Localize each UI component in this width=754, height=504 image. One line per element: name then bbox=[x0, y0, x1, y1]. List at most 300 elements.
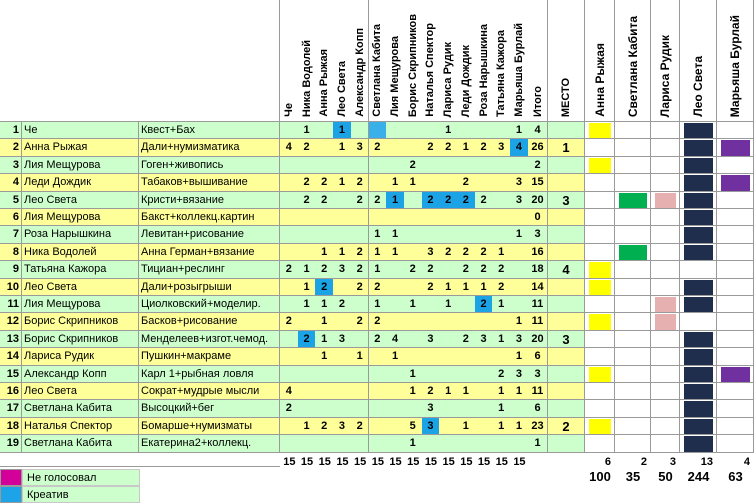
voter-header[interactable] bbox=[510, 0, 529, 122]
vote-cell[interactable] bbox=[351, 296, 370, 313]
row-number[interactable]: 9 bbox=[0, 261, 22, 278]
vote-cell[interactable]: 1 bbox=[315, 296, 334, 313]
vote-cell[interactable]: 2 bbox=[369, 279, 388, 296]
vote-cell[interactable] bbox=[386, 400, 405, 417]
place-cell[interactable] bbox=[548, 313, 585, 330]
vote-cell[interactable] bbox=[439, 313, 458, 330]
vote-cell[interactable]: 3 bbox=[422, 244, 441, 261]
total-cell[interactable]: 16 bbox=[528, 244, 548, 261]
vote-cell[interactable] bbox=[386, 209, 405, 226]
vote-cell[interactable] bbox=[315, 157, 334, 174]
vote-cell[interactable]: 3 bbox=[510, 174, 529, 191]
participant-name[interactable]: Ника Водолей bbox=[22, 244, 139, 261]
participant-name[interactable]: Борис Скрипников bbox=[22, 313, 139, 330]
participant-name[interactable]: Анна Рыжая bbox=[22, 139, 139, 156]
vote-cell[interactable]: 4 bbox=[280, 139, 299, 156]
place-cell[interactable] bbox=[548, 279, 585, 296]
vote-cell[interactable]: 1 bbox=[492, 244, 511, 261]
vote-cell[interactable]: 2 bbox=[422, 139, 441, 156]
vote-cell[interactable] bbox=[280, 296, 299, 313]
vote-cell[interactable]: 2 bbox=[298, 331, 317, 348]
vote-cell[interactable] bbox=[386, 366, 405, 383]
vote-cell[interactable]: 3 bbox=[475, 331, 494, 348]
vote-cell[interactable] bbox=[404, 244, 423, 261]
vote-cell[interactable]: 1 bbox=[457, 383, 476, 400]
vote-cell[interactable]: 2 bbox=[492, 261, 511, 278]
vote-cell[interactable] bbox=[298, 383, 317, 400]
vote-cell[interactable] bbox=[386, 435, 405, 452]
vote-cell[interactable]: 1 bbox=[369, 296, 388, 313]
vote-cell[interactable] bbox=[475, 418, 494, 435]
vote-cell[interactable] bbox=[369, 209, 388, 226]
vote-cell[interactable]: 1 bbox=[510, 383, 529, 400]
row-number[interactable]: 1 bbox=[0, 122, 22, 139]
vote-cell[interactable]: 2 bbox=[351, 261, 370, 278]
vote-cell[interactable]: 1 bbox=[510, 226, 529, 243]
vote-cell[interactable] bbox=[315, 435, 334, 452]
vote-cell[interactable]: 2 bbox=[492, 366, 511, 383]
vote-cell[interactable] bbox=[422, 122, 441, 139]
participant-name[interactable]: Роза Нарышкина bbox=[22, 226, 139, 243]
vote-cell[interactable] bbox=[492, 122, 511, 139]
vote-cell[interactable] bbox=[333, 226, 352, 243]
vote-cell[interactable] bbox=[510, 279, 529, 296]
vote-cell[interactable]: 1 bbox=[510, 348, 529, 365]
vote-cell[interactable] bbox=[280, 174, 299, 191]
vote-cell[interactable]: 2 bbox=[298, 174, 317, 191]
vote-cell[interactable]: 1 bbox=[298, 418, 317, 435]
vote-cell[interactable] bbox=[386, 122, 405, 139]
place-cell[interactable]: 3 bbox=[548, 331, 585, 348]
vote-cell[interactable] bbox=[404, 279, 423, 296]
vote-cell[interactable] bbox=[315, 209, 334, 226]
vote-cell[interactable]: 4 bbox=[386, 331, 405, 348]
mesto-header[interactable] bbox=[548, 0, 585, 122]
row-number[interactable]: 4 bbox=[0, 174, 22, 191]
vote-cell[interactable] bbox=[492, 435, 511, 452]
topic[interactable]: Дали+розыгрыши bbox=[139, 279, 280, 296]
voter-header[interactable] bbox=[315, 0, 334, 122]
vote-cell[interactable] bbox=[475, 383, 494, 400]
vote-cell[interactable]: 3 bbox=[422, 331, 441, 348]
place-cell[interactable] bbox=[548, 209, 585, 226]
row-number[interactable]: 15 bbox=[0, 366, 22, 383]
vote-cell[interactable]: 2 bbox=[457, 331, 476, 348]
row-number[interactable]: 8 bbox=[0, 244, 22, 261]
vote-cell[interactable]: 1 bbox=[492, 331, 511, 348]
vote-cell[interactable] bbox=[333, 313, 352, 330]
topic[interactable]: Кристи+вязание bbox=[139, 192, 280, 209]
row-number[interactable]: 11 bbox=[0, 296, 22, 313]
row-number[interactable]: 17 bbox=[0, 400, 22, 417]
vote-cell[interactable] bbox=[422, 313, 441, 330]
vote-cell[interactable]: 2 bbox=[369, 331, 388, 348]
vote-cell[interactable] bbox=[351, 366, 370, 383]
vote-cell[interactable] bbox=[386, 296, 405, 313]
row-number[interactable]: 16 bbox=[0, 383, 22, 400]
topic[interactable]: Бомарше+нумизматы bbox=[139, 418, 280, 435]
topic[interactable]: Дали+нумизматика bbox=[139, 139, 280, 156]
vote-cell[interactable] bbox=[315, 122, 334, 139]
vote-cell[interactable]: 2 bbox=[351, 313, 370, 330]
vote-cell[interactable] bbox=[315, 139, 334, 156]
vote-cell[interactable]: 2 bbox=[280, 313, 299, 330]
vote-cell[interactable] bbox=[280, 244, 299, 261]
voter-header[interactable] bbox=[404, 0, 423, 122]
vote-cell[interactable]: 1 bbox=[333, 122, 352, 139]
vote-cell[interactable] bbox=[457, 296, 476, 313]
jury-header[interactable] bbox=[615, 0, 651, 122]
vote-cell[interactable]: 1 bbox=[298, 279, 317, 296]
vote-cell[interactable] bbox=[298, 244, 317, 261]
vote-cell[interactable]: 2 bbox=[315, 261, 334, 278]
vote-cell[interactable]: 1 bbox=[457, 279, 476, 296]
vote-cell[interactable]: 3 bbox=[492, 139, 511, 156]
vote-cell[interactable]: 2 bbox=[280, 400, 299, 417]
vote-cell[interactable] bbox=[280, 331, 299, 348]
vote-cell[interactable] bbox=[475, 226, 494, 243]
total-cell[interactable]: 4 bbox=[528, 122, 548, 139]
vote-cell[interactable]: 1 bbox=[315, 313, 334, 330]
place-cell[interactable] bbox=[548, 157, 585, 174]
vote-cell[interactable] bbox=[457, 157, 476, 174]
vote-cell[interactable]: 2 bbox=[351, 418, 370, 435]
vote-cell[interactable]: 2 bbox=[475, 192, 494, 209]
vote-cell[interactable]: 2 bbox=[315, 279, 334, 296]
vote-cell[interactable]: 2 bbox=[422, 279, 441, 296]
vote-cell[interactable]: 2 bbox=[315, 418, 334, 435]
vote-cell[interactable]: 2 bbox=[369, 192, 388, 209]
vote-cell[interactable] bbox=[404, 209, 423, 226]
vote-cell[interactable] bbox=[475, 366, 494, 383]
vote-cell[interactable]: 3 bbox=[351, 139, 370, 156]
vote-cell[interactable] bbox=[439, 400, 458, 417]
vote-cell[interactable]: 2 bbox=[404, 261, 423, 278]
topic[interactable]: Квест+Бах bbox=[139, 122, 280, 139]
total-cell[interactable]: 6 bbox=[528, 348, 548, 365]
vote-cell[interactable]: 2 bbox=[457, 244, 476, 261]
vote-cell[interactable] bbox=[510, 400, 529, 417]
vote-cell[interactable] bbox=[351, 383, 370, 400]
total-cell[interactable]: 26 bbox=[528, 139, 548, 156]
participant-name[interactable]: Че bbox=[22, 122, 139, 139]
vote-cell[interactable] bbox=[475, 209, 494, 226]
vote-cell[interactable]: 2 bbox=[298, 139, 317, 156]
vote-cell[interactable]: 3 bbox=[333, 331, 352, 348]
total-cell[interactable]: 23 bbox=[528, 418, 548, 435]
vote-cell[interactable] bbox=[457, 122, 476, 139]
voter-header[interactable] bbox=[439, 0, 458, 122]
vote-cell[interactable]: 2 bbox=[439, 139, 458, 156]
vote-cell[interactable] bbox=[422, 174, 441, 191]
vote-cell[interactable]: 2 bbox=[315, 192, 334, 209]
vote-cell[interactable]: 1 bbox=[492, 418, 511, 435]
vote-cell[interactable]: 2 bbox=[422, 383, 441, 400]
row-number[interactable]: 14 bbox=[0, 348, 22, 365]
topic[interactable]: Тициан+реслинг bbox=[139, 261, 280, 278]
topic[interactable]: Екатерина2+коллекц. bbox=[139, 435, 280, 452]
vote-cell[interactable]: 1 bbox=[333, 244, 352, 261]
vote-cell[interactable] bbox=[386, 418, 405, 435]
voter-header[interactable] bbox=[492, 0, 511, 122]
vote-cell[interactable]: 1 bbox=[351, 348, 370, 365]
total-cell[interactable]: 11 bbox=[528, 296, 548, 313]
vote-cell[interactable] bbox=[457, 400, 476, 417]
vote-cell[interactable] bbox=[351, 122, 370, 139]
vote-cell[interactable] bbox=[280, 209, 299, 226]
header-blank-cell[interactable] bbox=[0, 0, 280, 122]
vote-cell[interactable] bbox=[280, 157, 299, 174]
topic[interactable]: Высоцкий+бег bbox=[139, 400, 280, 417]
topic[interactable]: Сократ+мудрые мысли bbox=[139, 383, 280, 400]
vote-cell[interactable] bbox=[404, 313, 423, 330]
place-cell[interactable] bbox=[548, 383, 585, 400]
vote-cell[interactable]: 2 bbox=[351, 192, 370, 209]
row-number[interactable]: 5 bbox=[0, 192, 22, 209]
vote-cell[interactable]: 1 bbox=[298, 122, 317, 139]
vote-cell[interactable] bbox=[386, 383, 405, 400]
vote-cell[interactable]: 2 bbox=[315, 174, 334, 191]
vote-cell[interactable]: 1 bbox=[439, 296, 458, 313]
vote-cell[interactable] bbox=[298, 209, 317, 226]
participant-name[interactable]: Лео Света bbox=[22, 383, 139, 400]
voter-header[interactable] bbox=[475, 0, 494, 122]
vote-cell[interactable] bbox=[475, 313, 494, 330]
vote-cell[interactable] bbox=[510, 296, 529, 313]
vote-cell[interactable] bbox=[404, 331, 423, 348]
vote-cell[interactable]: 2 bbox=[439, 192, 458, 209]
vote-cell[interactable]: 1 bbox=[475, 279, 494, 296]
vote-cell[interactable] bbox=[510, 209, 529, 226]
vote-cell[interactable]: 1 bbox=[386, 226, 405, 243]
vote-cell[interactable] bbox=[369, 383, 388, 400]
vote-cell[interactable]: 4 bbox=[510, 139, 529, 156]
vote-cell[interactable]: 1 bbox=[333, 174, 352, 191]
row-number[interactable]: 3 bbox=[0, 157, 22, 174]
vote-cell[interactable]: 1 bbox=[404, 296, 423, 313]
vote-cell[interactable] bbox=[457, 366, 476, 383]
vote-cell[interactable] bbox=[404, 139, 423, 156]
itogo-header[interactable] bbox=[528, 0, 548, 122]
vote-cell[interactable] bbox=[351, 435, 370, 452]
place-cell[interactable] bbox=[548, 226, 585, 243]
vote-cell[interactable] bbox=[351, 157, 370, 174]
vote-cell[interactable]: 3 bbox=[510, 366, 529, 383]
vote-cell[interactable] bbox=[351, 226, 370, 243]
vote-cell[interactable] bbox=[369, 366, 388, 383]
vote-cell[interactable] bbox=[386, 157, 405, 174]
vote-cell[interactable]: 2 bbox=[439, 244, 458, 261]
vote-cell[interactable] bbox=[333, 400, 352, 417]
row-number[interactable]: 18 bbox=[0, 418, 22, 435]
voter-header[interactable] bbox=[298, 0, 317, 122]
vote-cell[interactable] bbox=[386, 279, 405, 296]
vote-cell[interactable]: 2 bbox=[422, 192, 441, 209]
place-cell[interactable] bbox=[548, 244, 585, 261]
voter-header[interactable] bbox=[422, 0, 441, 122]
vote-cell[interactable] bbox=[439, 261, 458, 278]
total-cell[interactable]: 2 bbox=[528, 157, 548, 174]
vote-cell[interactable] bbox=[333, 157, 352, 174]
vote-cell[interactable]: 1 bbox=[492, 296, 511, 313]
vote-cell[interactable] bbox=[369, 400, 388, 417]
vote-cell[interactable] bbox=[298, 157, 317, 174]
vote-cell[interactable] bbox=[333, 435, 352, 452]
vote-cell[interactable] bbox=[369, 418, 388, 435]
vote-cell[interactable] bbox=[280, 279, 299, 296]
vote-cell[interactable]: 3 bbox=[510, 331, 529, 348]
voter-header[interactable] bbox=[280, 0, 299, 122]
topic[interactable]: Левитан+рисование bbox=[139, 226, 280, 243]
vote-cell[interactable] bbox=[475, 348, 494, 365]
vote-cell[interactable] bbox=[492, 226, 511, 243]
vote-cell[interactable]: 1 bbox=[439, 122, 458, 139]
row-number[interactable]: 6 bbox=[0, 209, 22, 226]
vote-cell[interactable] bbox=[422, 366, 441, 383]
participant-name[interactable]: Светлана Кабита bbox=[22, 435, 139, 452]
vote-cell[interactable] bbox=[333, 209, 352, 226]
vote-cell[interactable]: 1 bbox=[386, 192, 405, 209]
vote-cell[interactable] bbox=[404, 348, 423, 365]
vote-cell[interactable] bbox=[369, 174, 388, 191]
vote-cell[interactable] bbox=[351, 331, 370, 348]
vote-cell[interactable]: 1 bbox=[404, 383, 423, 400]
vote-cell[interactable]: 1 bbox=[315, 348, 334, 365]
vote-cell[interactable]: 2 bbox=[475, 244, 494, 261]
vote-cell[interactable] bbox=[510, 244, 529, 261]
participant-name[interactable]: Татьяна Кажора bbox=[22, 261, 139, 278]
vote-cell[interactable] bbox=[333, 366, 352, 383]
vote-cell[interactable] bbox=[315, 226, 334, 243]
vote-cell[interactable] bbox=[386, 313, 405, 330]
vote-cell[interactable]: 1 bbox=[298, 261, 317, 278]
total-cell[interactable]: 20 bbox=[528, 192, 548, 209]
participant-name[interactable]: Наталья Спектор bbox=[22, 418, 139, 435]
vote-cell[interactable]: 1 bbox=[369, 244, 388, 261]
place-cell[interactable] bbox=[548, 296, 585, 313]
vote-cell[interactable] bbox=[280, 348, 299, 365]
topic[interactable]: Гоген+живопись bbox=[139, 157, 280, 174]
place-cell[interactable] bbox=[548, 122, 585, 139]
vote-cell[interactable] bbox=[422, 296, 441, 313]
total-cell[interactable]: 0 bbox=[528, 209, 548, 226]
vote-cell[interactable]: 3 bbox=[510, 192, 529, 209]
vote-cell[interactable]: 1 bbox=[510, 313, 529, 330]
jury-header[interactable] bbox=[717, 0, 754, 122]
vote-cell[interactable]: 5 bbox=[404, 418, 423, 435]
participant-name[interactable]: Лия Мещурова bbox=[22, 157, 139, 174]
vote-cell[interactable] bbox=[475, 157, 494, 174]
vote-cell[interactable] bbox=[404, 192, 423, 209]
vote-cell[interactable] bbox=[422, 209, 441, 226]
vote-cell[interactable]: 2 bbox=[475, 261, 494, 278]
vote-cell[interactable] bbox=[298, 226, 317, 243]
vote-cell[interactable] bbox=[475, 122, 494, 139]
place-cell[interactable] bbox=[548, 366, 585, 383]
vote-cell[interactable] bbox=[333, 279, 352, 296]
vote-cell[interactable] bbox=[280, 435, 299, 452]
vote-cell[interactable] bbox=[439, 348, 458, 365]
vote-cell[interactable] bbox=[457, 313, 476, 330]
vote-cell[interactable] bbox=[422, 157, 441, 174]
participant-name[interactable]: Лариса Рудик bbox=[22, 348, 139, 365]
vote-cell[interactable] bbox=[457, 209, 476, 226]
vote-cell[interactable]: 1 bbox=[439, 383, 458, 400]
vote-cell[interactable] bbox=[315, 383, 334, 400]
row-number[interactable]: 2 bbox=[0, 139, 22, 156]
vote-cell[interactable]: 1 bbox=[315, 331, 334, 348]
vote-cell[interactable] bbox=[457, 435, 476, 452]
total-cell[interactable]: 3 bbox=[528, 226, 548, 243]
place-cell[interactable]: 1 bbox=[548, 139, 585, 156]
topic[interactable]: Анна Герман+вязание bbox=[139, 244, 280, 261]
vote-cell[interactable]: 1 bbox=[492, 383, 511, 400]
participant-name[interactable]: Борис Скрипников bbox=[22, 331, 139, 348]
total-cell[interactable]: 11 bbox=[528, 383, 548, 400]
vote-cell[interactable] bbox=[492, 192, 511, 209]
vote-cell[interactable] bbox=[492, 157, 511, 174]
vote-cell[interactable] bbox=[475, 174, 494, 191]
total-cell[interactable]: 3 bbox=[528, 366, 548, 383]
row-number[interactable]: 13 bbox=[0, 331, 22, 348]
vote-cell[interactable] bbox=[351, 400, 370, 417]
voter-header[interactable] bbox=[386, 0, 405, 122]
vote-cell[interactable]: 2 bbox=[333, 296, 352, 313]
topic[interactable]: Табаков+вышивание bbox=[139, 174, 280, 191]
vote-cell[interactable]: 1 bbox=[369, 226, 388, 243]
vote-cell[interactable] bbox=[333, 348, 352, 365]
vote-cell[interactable] bbox=[439, 366, 458, 383]
vote-cell[interactable] bbox=[475, 400, 494, 417]
vote-cell[interactable]: 1 bbox=[510, 122, 529, 139]
vote-cell[interactable]: 1 bbox=[315, 244, 334, 261]
vote-cell[interactable]: 2 bbox=[351, 244, 370, 261]
vote-cell[interactable] bbox=[439, 157, 458, 174]
vote-cell[interactable]: 3 bbox=[333, 418, 352, 435]
total-cell[interactable]: 14 bbox=[528, 279, 548, 296]
vote-cell[interactable] bbox=[492, 209, 511, 226]
vote-cell[interactable] bbox=[457, 348, 476, 365]
vote-cell[interactable]: 1 bbox=[404, 435, 423, 452]
vote-cell[interactable]: 2 bbox=[351, 174, 370, 191]
participant-name[interactable]: Леди Дождик bbox=[22, 174, 139, 191]
topic[interactable]: Бакст+коллекц.картин bbox=[139, 209, 280, 226]
total-cell[interactable]: 11 bbox=[528, 313, 548, 330]
participant-name[interactable]: Лия Мещурова bbox=[22, 209, 139, 226]
jury-header[interactable] bbox=[680, 0, 717, 122]
vote-cell[interactable] bbox=[422, 226, 441, 243]
participant-name[interactable]: Светлана Кабита bbox=[22, 400, 139, 417]
vote-cell[interactable]: 2 bbox=[280, 261, 299, 278]
vote-cell[interactable]: 2 bbox=[457, 261, 476, 278]
vote-cell[interactable] bbox=[369, 122, 388, 139]
vote-cell[interactable] bbox=[315, 366, 334, 383]
participant-name[interactable]: Александр Копп bbox=[22, 366, 139, 383]
vote-cell[interactable]: 3 bbox=[422, 418, 441, 435]
vote-cell[interactable]: 1 bbox=[404, 366, 423, 383]
vote-cell[interactable] bbox=[439, 209, 458, 226]
vote-cell[interactable] bbox=[404, 226, 423, 243]
vote-cell[interactable]: 2 bbox=[457, 174, 476, 191]
vote-cell[interactable] bbox=[439, 226, 458, 243]
vote-cell[interactable]: 4 bbox=[280, 383, 299, 400]
vote-cell[interactable]: 1 bbox=[457, 418, 476, 435]
vote-cell[interactable]: 1 bbox=[386, 244, 405, 261]
vote-cell[interactable]: 1 bbox=[386, 174, 405, 191]
voter-header[interactable] bbox=[369, 0, 388, 122]
vote-cell[interactable] bbox=[422, 435, 441, 452]
vote-cell[interactable]: 1 bbox=[369, 261, 388, 278]
